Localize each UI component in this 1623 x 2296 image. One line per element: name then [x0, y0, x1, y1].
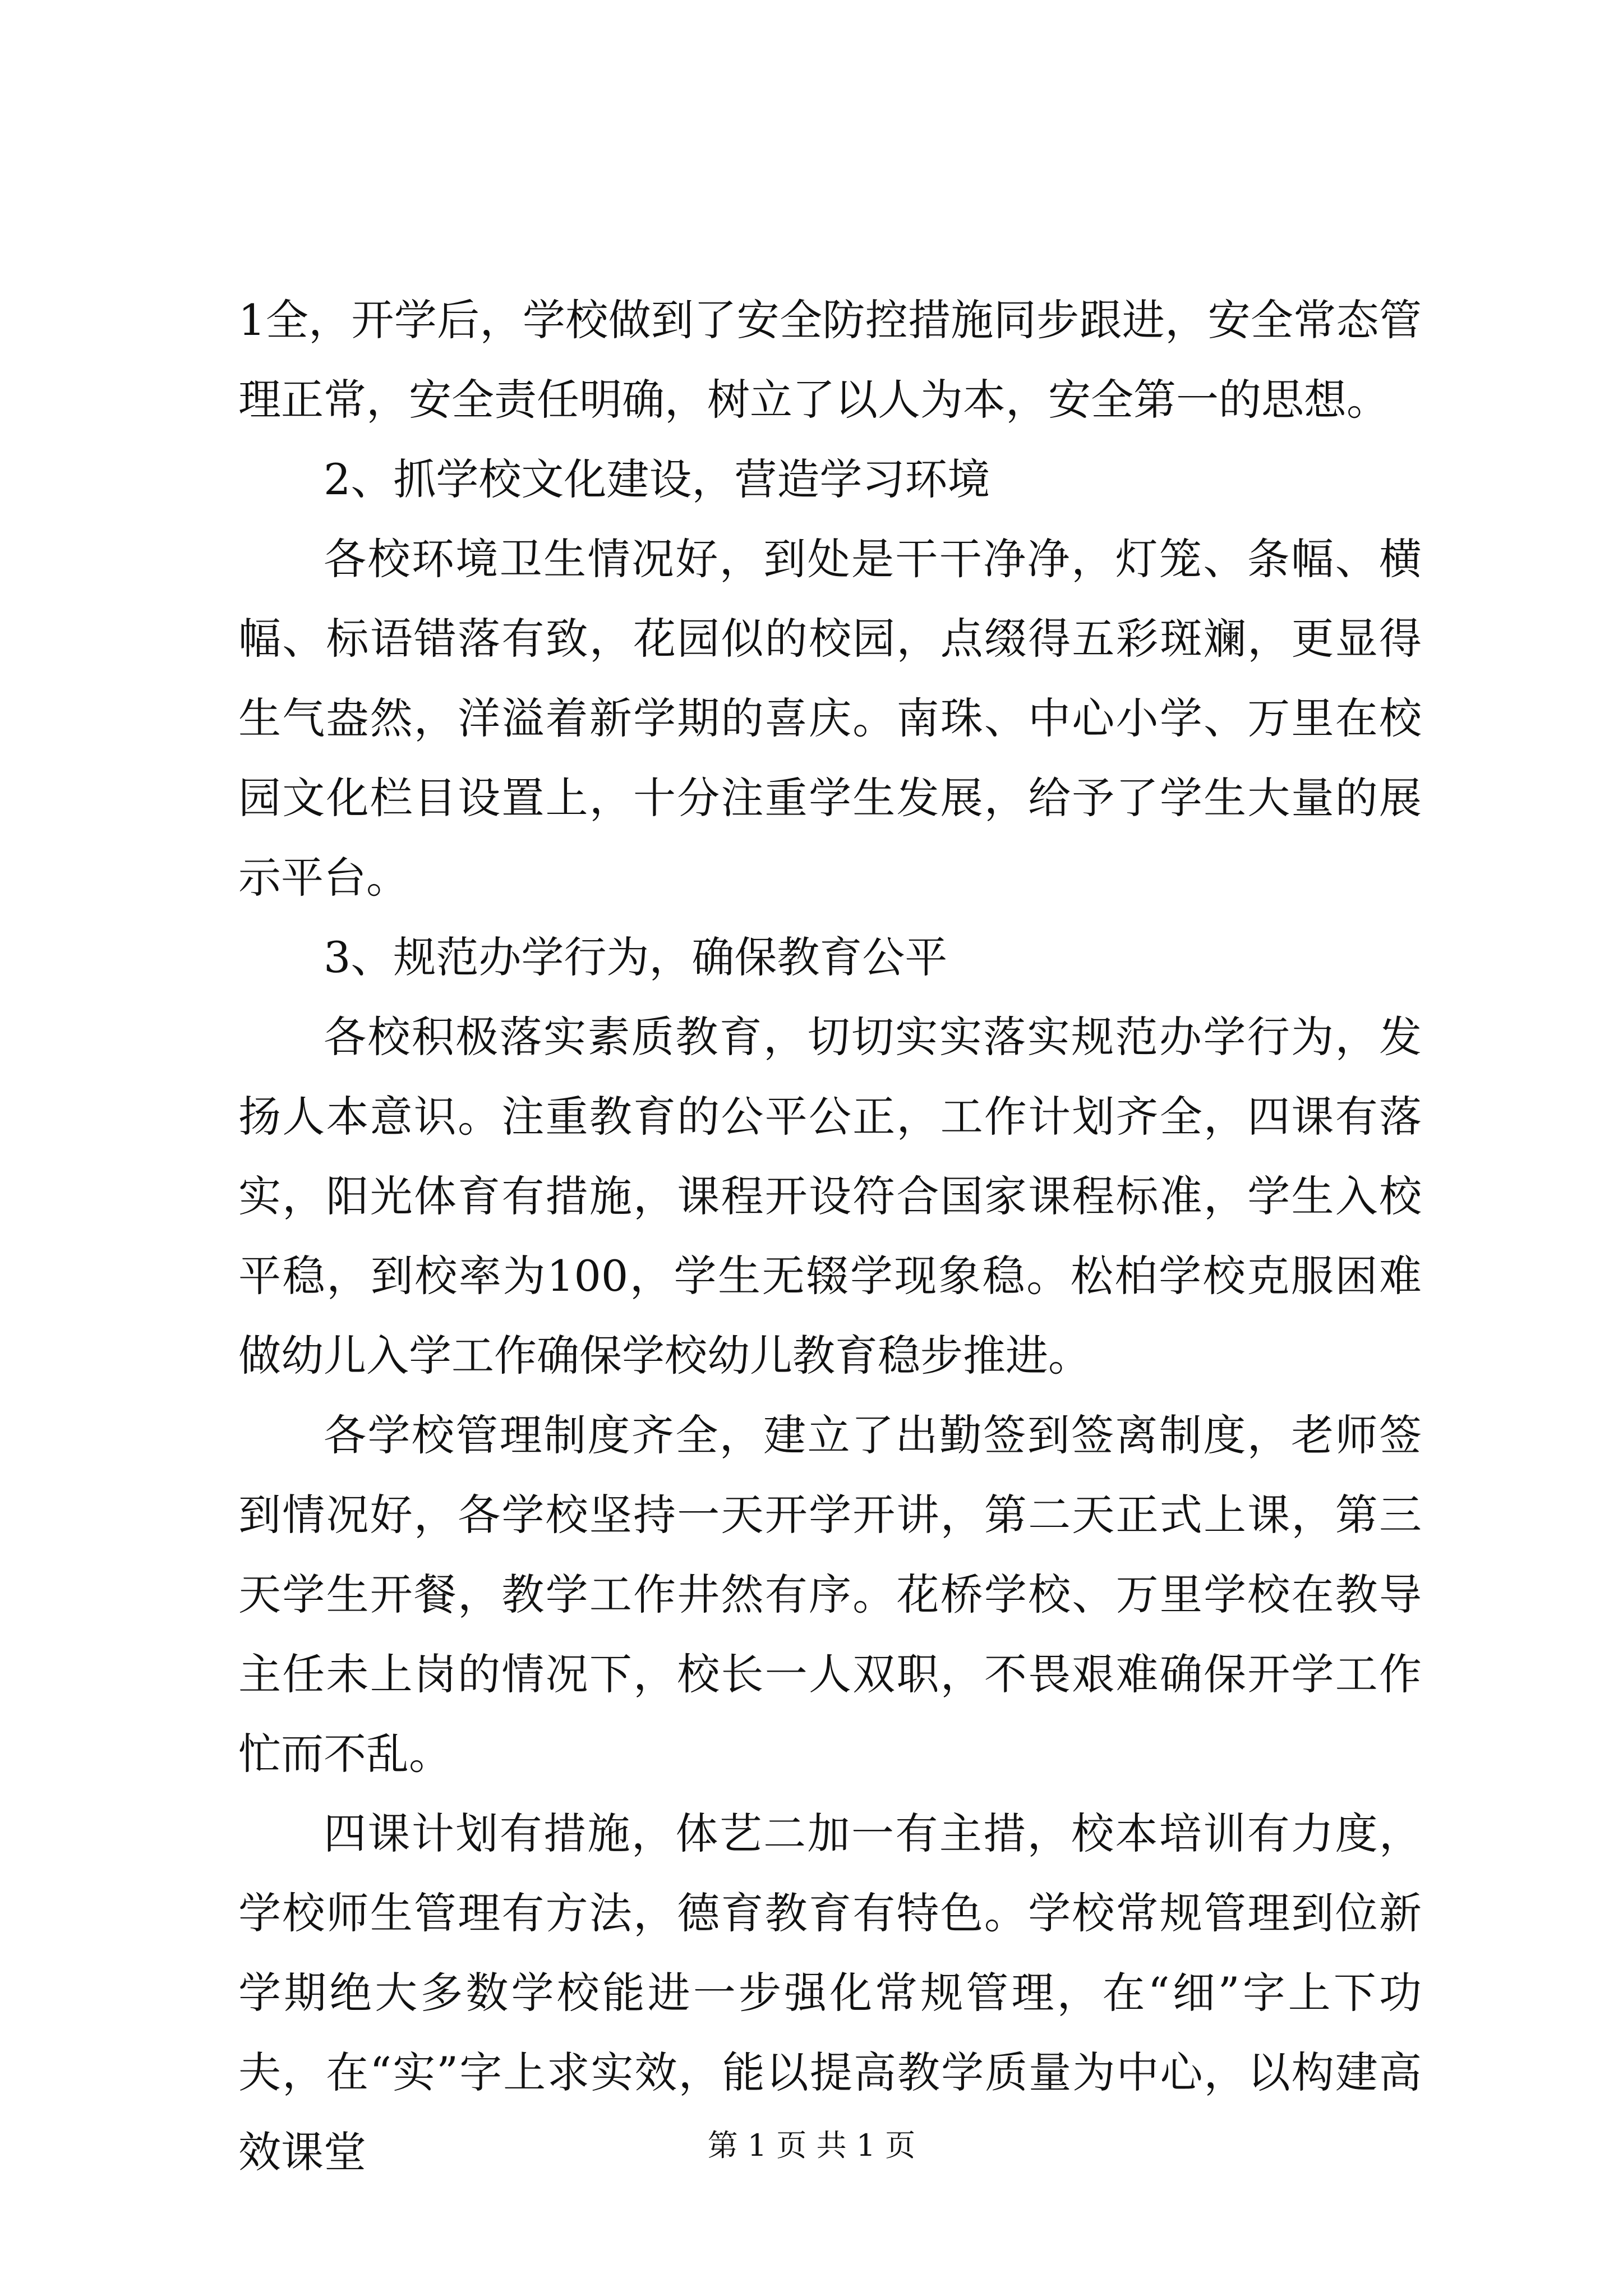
page-footer: 第 1 页 共 1 页 [707, 2128, 916, 2163]
section-heading-standards: 3、规范办学行为，确保教育公平 [324, 932, 948, 982]
paragraph-quality-education: 各校积极落实素质教育，切切实实落实规范办学行为，发扬人本意识。注重教育的公平公正，工作计划齐全，四课有落实，阳光体育有措施，课程开设符合国家课程标准，学生入校平稳，到校率为100，学生无辍学现象稳。松柏学校克服困难做幼儿入学工作确保学校幼儿教育稳步推进。 [238, 1012, 1422, 1381]
paragraph-routine-management: 四课计划有措施，体艺二加一有主措，校本培训有力度，学校师生管理有方法，德育教育有特色。学校常规管理到位新学期绝大多数学校能进一步强化常规管理，在“细”字上下功夫，在“实”字上求实效，能以提高教学质量为中心，以构建高效课堂 [238, 1809, 1422, 2177]
section-heading-culture: 2、抓学校文化建设，营造学习环境 [324, 454, 990, 504]
paragraph-environment: 各校环境卫生情况好，到处是干干净净，灯笼、条幅、横幅、标语错落有致，花园似的校园，点缀得五彩斑斓，更显得生气盎然，洋溢着新学期的喜庆。南珠、中心小学、万里在校园文化栏目设置上，十分注重学生发展，给予了学生大量的展示平台。 [238, 534, 1422, 903]
paragraph-continuation: 1全，开学后，学校做到了安全防控措施同步跟进，安全常态管理正常，安全责任明确，树立了以人为本，安全第一的思想。 [238, 295, 1422, 425]
document-body [238, 280, 1422, 2192]
paragraph-management-system: 各学校管理制度齐全，建立了出勤签到签离制度，老师签到情况好，各学校坚持一天开学开讲，第二天正式上课，第三天学生开餐，教学工作井然有序。花桥学校、万里学校在教导主任未上岗的情况下，校长一人双职，不畏艰难确保开学工作忙而不乱。 [238, 1410, 1422, 1779]
